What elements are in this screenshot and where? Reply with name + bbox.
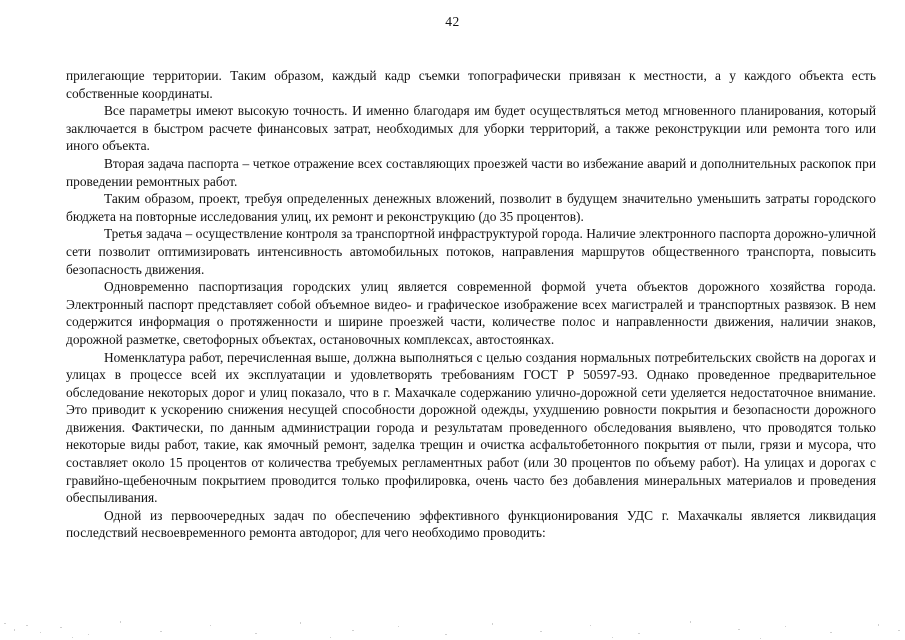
paragraph: Таким образом, проект, требуя определенных денежных вложений, позволит в будущем значительно уменьшить затраты городского бюджета на повторные исследования улиц, их ремонт и реконструкцию (до 35 процентов).: [66, 191, 876, 224]
paragraph: прилегающие территории. Таким образом, каждый кадр съемки топографически привязан к местности, а у каждого объекта есть собственные координаты.: [66, 68, 876, 101]
body-text: [66, 67, 876, 542]
scan-bleed-through: [0, 585, 905, 640]
paragraph: Одновременно паспортизация городских улиц является современной формой учета объектов дорожного хозяйства города. Электронный паспорт представляет собой объемное видео- и графическое изображение всех магистралей и транспортных развязок. В нем содержится информация о протяженности и ширине проезжей части, количестве полос и направленности движения, наличии знаков, дорожной разметке, светофорных объектах, остановочных комплексах, автостоянках.: [66, 279, 876, 347]
paragraph: Третья задача – осуществление контроля за транспортной инфраструктурой города. Наличие электронного паспорта дорожно-уличной сети позволит оптимизировать интенсивность автомобильных потоков, направления маршрутов общественного транспорта, повысить безопасность движения.: [66, 226, 876, 277]
paragraph: Одной из первоочередных задач по обеспечению эффективного функционирования УДС г. Махачкалы является ликвидация последствий несвоевременного ремонта автодорог, для чего необходимо проводить:: [66, 507, 876, 541]
paragraph: Вторая задача паспорта – четкое отражение всех составляющих проезжей части во избежание аварий и дополнительных раскопок при проведении ремонтных работ.: [66, 155, 876, 189]
page-number: 42: [445, 14, 460, 29]
paragraph: Все параметры имеют высокую точность. И именно благодаря им будет осуществляться метод мгновенного планирования, который заключается в быстром расчете финансовых затрат, необходимых для уборки территорий, а также реконструкции или ремонта того или иного объекта.: [66, 103, 876, 154]
paragraph: Номенклатура работ, перечисленная выше, должна выполняться с целью создания нормальных потребительских свойств на дорогах и улицах в процессе всей их эксплуатации и удовлетворять требованиям ГОСТ Р 50597-93. Однако проведенное предварительное обследование некоторых дорог и улиц показало, что в г. Махачкале содержанию улично-дорожной сети уделяется недостаточное внимание. Это приводит к ускорению снижения несущей способности дорожной одежды, ухудшению ровности покрытия и безопасности дорожного движения. Фактически, по данным администрации города и результатам проведенного обследования выявлено, что проводятся только некоторые виды работ, такие, как ямочный ремонт, заделка трещин и очистка асфальтобетонного покрытия от пыли, грязи и мусора, что составляет около 15 процентов от количества требуемых регламентных работ (или 30 процентов по объему работ). На улицах и дорогах с гравийно-щебеночным покрытием проводится только профилировка, очень часто без добавления минеральных материалов и проведения обеспыливания.: [66, 349, 876, 506]
